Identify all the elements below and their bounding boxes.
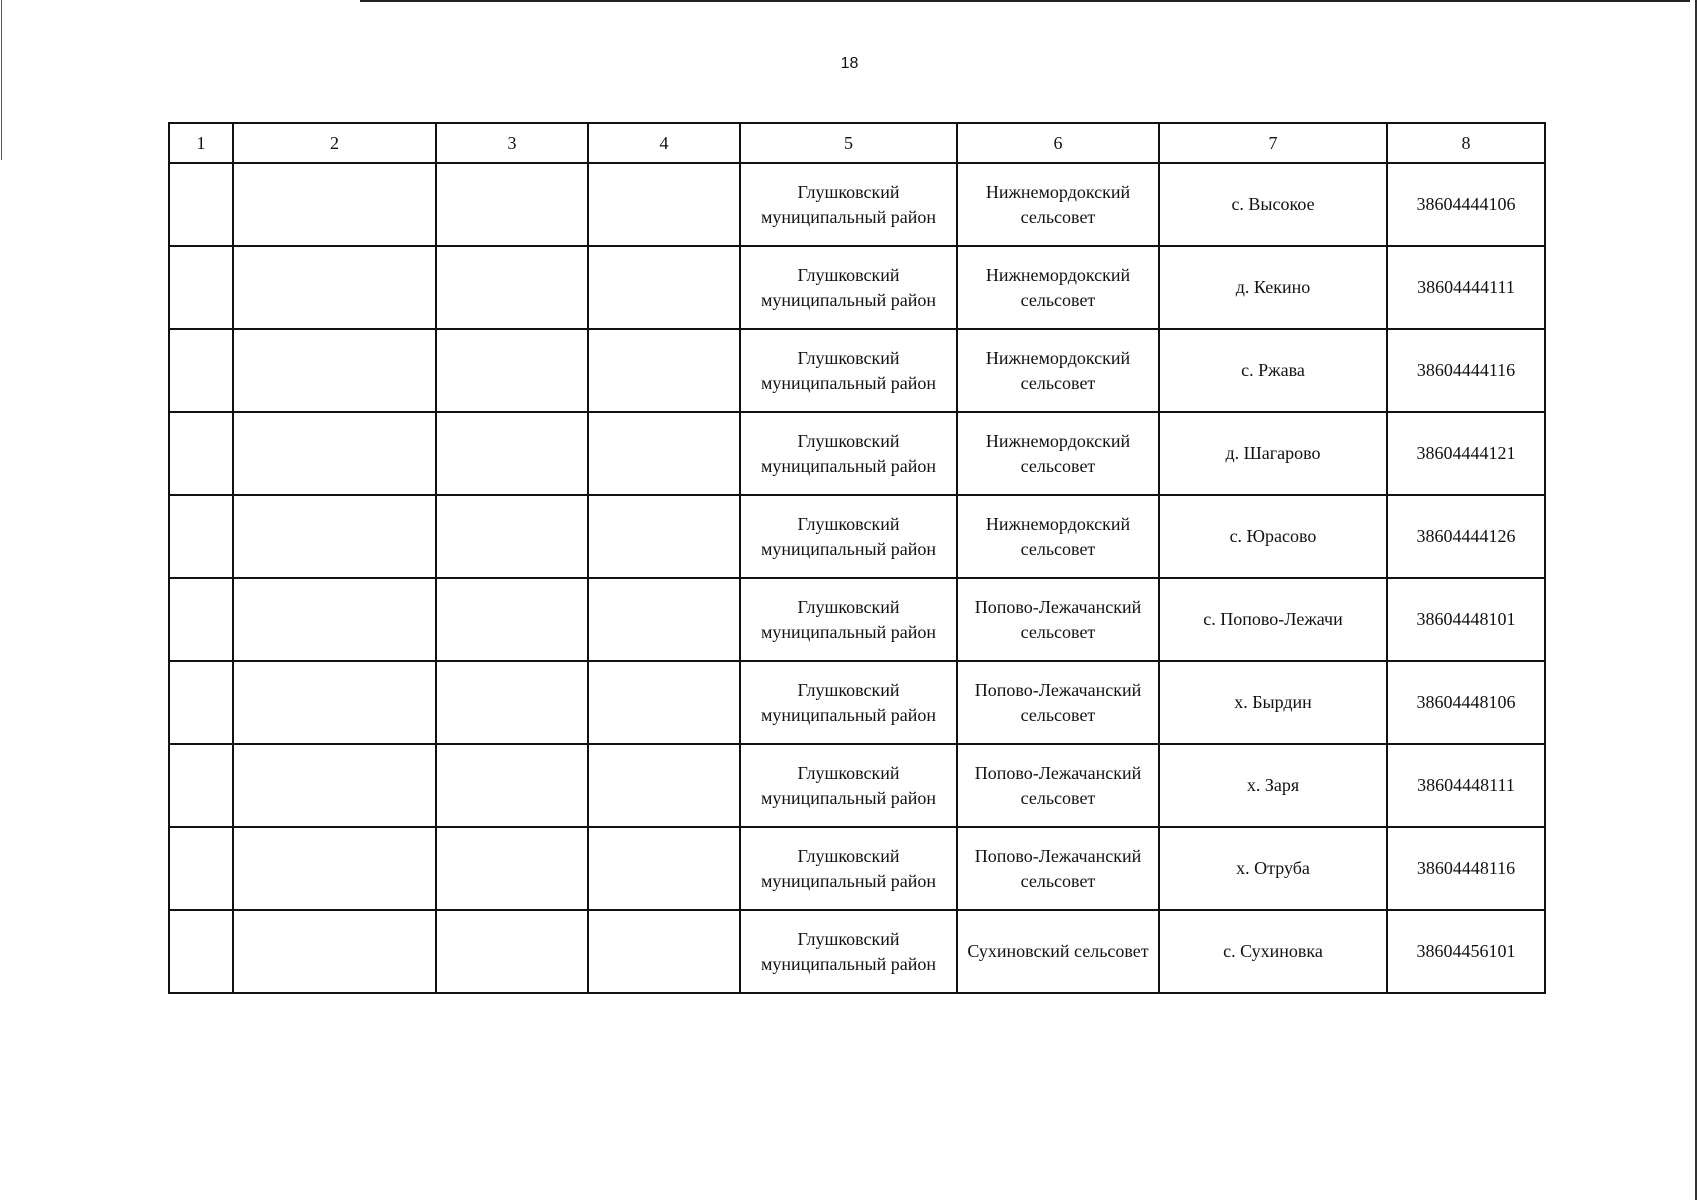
cell-col2	[233, 578, 436, 661]
cell-col2	[233, 412, 436, 495]
district-line-2: муниципальный район	[760, 704, 936, 725]
cell-col2	[233, 661, 436, 744]
cell-col4	[588, 578, 740, 661]
district-line-2: муниципальный район	[760, 953, 936, 974]
cell-col3	[436, 827, 588, 910]
cell-col1	[169, 744, 233, 827]
cell-district	[740, 246, 957, 329]
cell-col2	[233, 163, 436, 246]
cell-code: 38604444121	[1387, 412, 1545, 495]
cell-col1	[169, 578, 233, 661]
column-header: 2	[233, 123, 436, 163]
cell-district	[740, 578, 957, 661]
page-number: 18	[840, 55, 859, 72]
table-row	[169, 578, 1545, 661]
cell-council	[957, 578, 1159, 661]
cell-council	[957, 163, 1159, 246]
council-line-1: Нижнемордокский	[985, 347, 1131, 368]
cell-council	[957, 495, 1159, 578]
cell-col1	[169, 246, 233, 329]
cell-district	[740, 163, 957, 246]
cell-col1	[169, 163, 233, 246]
district-line-1: Глушковский	[797, 928, 900, 949]
cell-col4	[588, 329, 740, 412]
district-line-1: Глушковский	[797, 264, 900, 285]
cell-council	[957, 329, 1159, 412]
cell-col2	[233, 910, 436, 993]
cell-col4	[588, 827, 740, 910]
cell-col4	[588, 495, 740, 578]
cell-district	[740, 827, 957, 910]
cell-col2	[233, 329, 436, 412]
cell-district	[740, 329, 957, 412]
cell-settlement: с. Высокое	[1159, 163, 1387, 246]
district-line-1: Глушковский	[797, 845, 900, 866]
cell-col2	[233, 246, 436, 329]
cell-settlement: д. Шагарово	[1159, 412, 1387, 495]
council-line-1: Попово-Лежачанский	[974, 596, 1142, 617]
cell-council	[957, 827, 1159, 910]
cell-col3	[436, 495, 588, 578]
cell-code: 38604456101	[1387, 910, 1545, 993]
table-row	[169, 910, 1545, 993]
cell-col4	[588, 412, 740, 495]
district-line-2: муниципальный район	[760, 289, 936, 310]
column-header: 1	[169, 123, 233, 163]
council-line-2: сельсовет	[1020, 621, 1096, 642]
table-row	[169, 495, 1545, 578]
cell-col3	[436, 578, 588, 661]
table-row	[169, 329, 1545, 412]
cell-settlement: х. Бырдин	[1159, 661, 1387, 744]
cell-settlement: с. Попово-Лежачи	[1159, 578, 1387, 661]
cell-council	[957, 412, 1159, 495]
table-row	[169, 246, 1545, 329]
council-line-2: сельсовет	[1020, 455, 1096, 476]
council-line-1: Попово-Лежачанский	[974, 845, 1142, 866]
council-line-2: сельсовет	[1020, 289, 1096, 310]
cell-district	[740, 910, 957, 993]
district-line-2: муниципальный район	[760, 372, 936, 393]
council-line-1: Сухиновский сельсовет	[967, 941, 1149, 961]
scan-edge-left	[1, 0, 2, 160]
cell-col1	[169, 495, 233, 578]
cell-council	[957, 744, 1159, 827]
cell-col1	[169, 827, 233, 910]
scan-edge-top	[360, 0, 1690, 2]
column-header: 7	[1159, 123, 1387, 163]
district-line-2: муниципальный район	[760, 621, 936, 642]
cell-code: 38604444111	[1387, 246, 1545, 329]
table-row	[169, 744, 1545, 827]
column-header: 3	[436, 123, 588, 163]
council-line-1: Нижнемордокский	[985, 513, 1131, 534]
cell-col4	[588, 661, 740, 744]
cell-col2	[233, 744, 436, 827]
cell-col4	[588, 910, 740, 993]
district-line-1: Глушковский	[797, 679, 900, 700]
cell-col3	[436, 246, 588, 329]
council-line-2: сельсовет	[1020, 206, 1096, 227]
cell-district	[740, 661, 957, 744]
cell-col1	[169, 329, 233, 412]
cell-settlement: х. Отруба	[1159, 827, 1387, 910]
cell-col3	[436, 910, 588, 993]
cell-col1	[169, 910, 233, 993]
column-header: 4	[588, 123, 740, 163]
district-line-2: муниципальный район	[760, 538, 936, 559]
council-line-1: Нижнемордокский	[985, 430, 1131, 451]
cell-col2	[233, 827, 436, 910]
cell-col1	[169, 661, 233, 744]
council-line-2: сельсовет	[1020, 704, 1096, 725]
cell-code: 38604448111	[1387, 744, 1545, 827]
table-row	[169, 163, 1545, 246]
cell-settlement: х. Заря	[1159, 744, 1387, 827]
cell-code: 38604444106	[1387, 163, 1545, 246]
cell-council	[957, 661, 1159, 744]
district-line-2: муниципальный район	[760, 455, 936, 476]
cell-settlement: с. Ржава	[1159, 329, 1387, 412]
cell-settlement: д. Кекино	[1159, 246, 1387, 329]
table-body	[169, 163, 1545, 993]
cell-settlement: с. Юрасово	[1159, 495, 1387, 578]
cell-col3	[436, 412, 588, 495]
council-line-2: сельсовет	[1020, 787, 1096, 808]
cell-code: 38604448116	[1387, 827, 1545, 910]
district-line-2: муниципальный район	[760, 787, 936, 808]
cell-settlement: с. Сухиновка	[1159, 910, 1387, 993]
cell-code: 38604444116	[1387, 329, 1545, 412]
district-line-2: муниципальный район	[760, 206, 936, 227]
cell-code: 38604448101	[1387, 578, 1545, 661]
scan-edge-right	[1695, 0, 1697, 1200]
data-table	[168, 122, 1546, 994]
district-line-1: Глушковский	[797, 513, 900, 534]
council-line-2: сельсовет	[1020, 372, 1096, 393]
district-line-2: муниципальный район	[760, 870, 936, 891]
cell-col2	[233, 495, 436, 578]
cell-district	[740, 412, 957, 495]
council-line-1: Нижнемордокский	[985, 264, 1131, 285]
district-line-1: Глушковский	[797, 762, 900, 783]
council-line-2: сельсовет	[1020, 870, 1096, 891]
column-header: 6	[957, 123, 1159, 163]
table-row	[169, 661, 1545, 744]
district-line-1: Глушковский	[797, 430, 900, 451]
header-row	[169, 123, 1545, 163]
cell-col3	[436, 744, 588, 827]
table-row	[169, 412, 1545, 495]
cell-code: 38604444126	[1387, 495, 1545, 578]
district-line-1: Глушковский	[797, 181, 900, 202]
district-line-1: Глушковский	[797, 347, 900, 368]
column-header: 5	[740, 123, 957, 163]
cell-council	[957, 246, 1159, 329]
cell-code: 38604448106	[1387, 661, 1545, 744]
cell-council	[957, 910, 1159, 993]
cell-col3	[436, 661, 588, 744]
district-line-1: Глушковский	[797, 596, 900, 617]
council-line-2: сельсовет	[1020, 538, 1096, 559]
cell-col4	[588, 744, 740, 827]
cell-col3	[436, 163, 588, 246]
cell-col4	[588, 163, 740, 246]
table-row	[169, 827, 1545, 910]
cell-col1	[169, 412, 233, 495]
column-header: 8	[1387, 123, 1545, 163]
cell-district	[740, 744, 957, 827]
cell-col4	[588, 246, 740, 329]
cell-col3	[436, 329, 588, 412]
council-line-1: Попово-Лежачанский	[974, 762, 1142, 783]
council-line-1: Нижнемордокский	[985, 181, 1131, 202]
cell-district	[740, 495, 957, 578]
council-line-1: Попово-Лежачанский	[974, 679, 1142, 700]
